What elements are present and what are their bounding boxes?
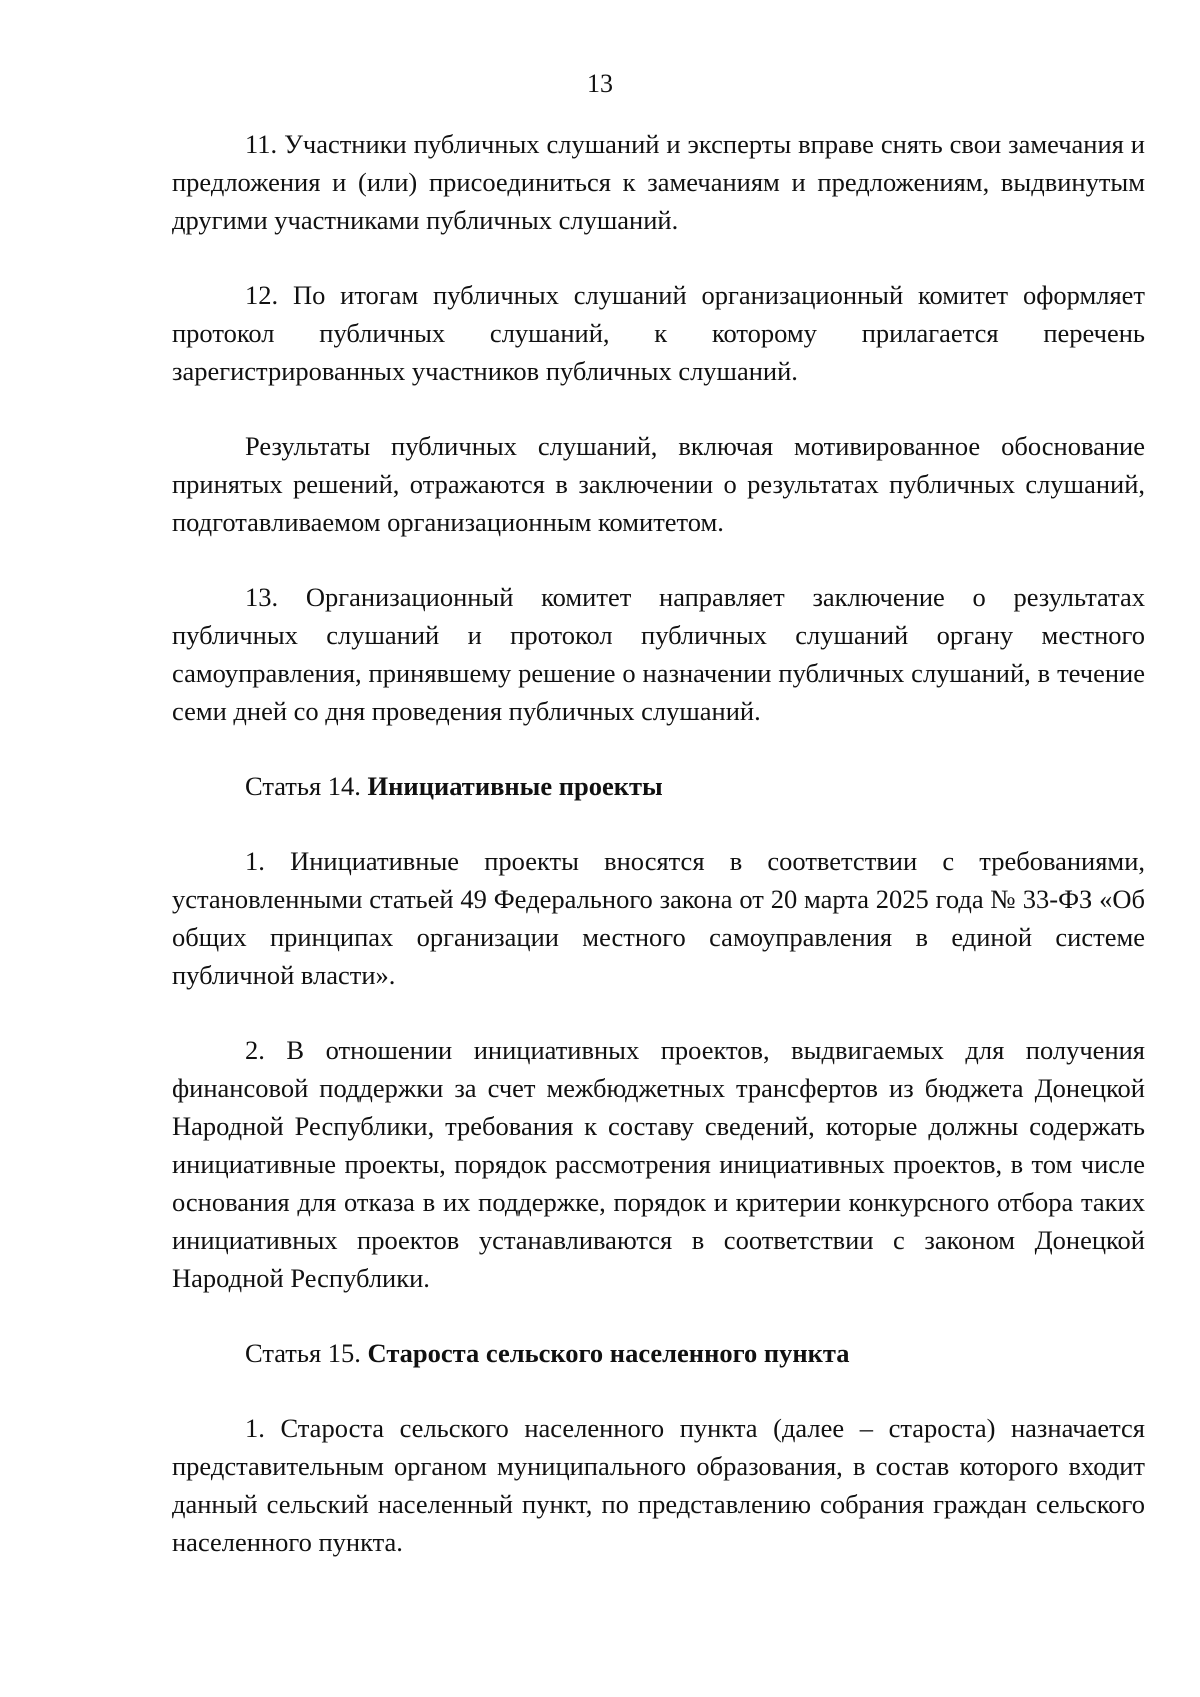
article-15-paragraph-1: 1. Староста сельского населенного пункта (далее – староста) назначается представительным органом муниципального образования, в состав которого входит данный сельский населенный пункт, по представлению собрания граждан сельского населенного пункта. <box>172 1413 1145 1557</box>
article-15-title: Староста сельского населенного пункта <box>367 1338 850 1368</box>
article-14-heading <box>172 767 1145 805</box>
document-body <box>172 125 1145 1598</box>
article-14-paragraph-2: 2. В отношении инициативных проектов, выдвигаемых для получения финансовой поддержки за счет межбюджетных трансфертов из бюджета Донецкой Народной Республики, требования к составу сведений, которые должны содержать инициативные проекты, порядок рассмотрения инициативных проектов, в том числе основания для отказа в их поддержке, порядок и критерии конкурсного отбора таких инициативных проектов устанавливаются в соответствии с законом Донецкой Народной Республики. <box>172 1035 1145 1293</box>
article-14-paragraph-1: 1. Инициативные проекты вносятся в соответствии с требованиями, установленными статьей 49 Федерального закона от 20 марта 2025 года № 33-ФЗ «Об общих принципах организации местного самоуправления в единой системе публичной власти». <box>172 846 1145 990</box>
paragraph-13: 13. Организационный комитет направляет заключение о результатах публичных слушаний и протокол публичных слушаний органу местного самоуправления, принявшему решение о назначении публичных слушаний, в течение семи дней со дня проведения публичных слушаний. <box>172 582 1145 726</box>
article-14-number: Статья 14. <box>245 771 368 801</box>
article-14-title: Инициативные проекты <box>367 771 663 801</box>
article-15-number: Статья 15. <box>245 1338 368 1368</box>
paragraph-12: 12. По итогам публичных слушаний организационный комитет оформляет протокол публичных слушаний, к которому прилагается перечень зарегистрированных участников публичных слушаний. <box>172 280 1145 386</box>
page-number: 13 <box>587 69 613 98</box>
paragraph-12-results: Результаты публичных слушаний, включая мотивированное обоснование принятых решений, отражаются в заключении о результатах публичных слушаний, подготавливаемом организационным комитетом. <box>172 431 1145 537</box>
paragraph-11: 11. Участники публичных слушаний и эксперты вправе снять свои замечания и предложения и (или) присоединиться к замечаниям и предложениям, выдвинутым другими участниками публичных слушаний. <box>172 129 1145 235</box>
article-15-heading <box>172 1334 1145 1372</box>
